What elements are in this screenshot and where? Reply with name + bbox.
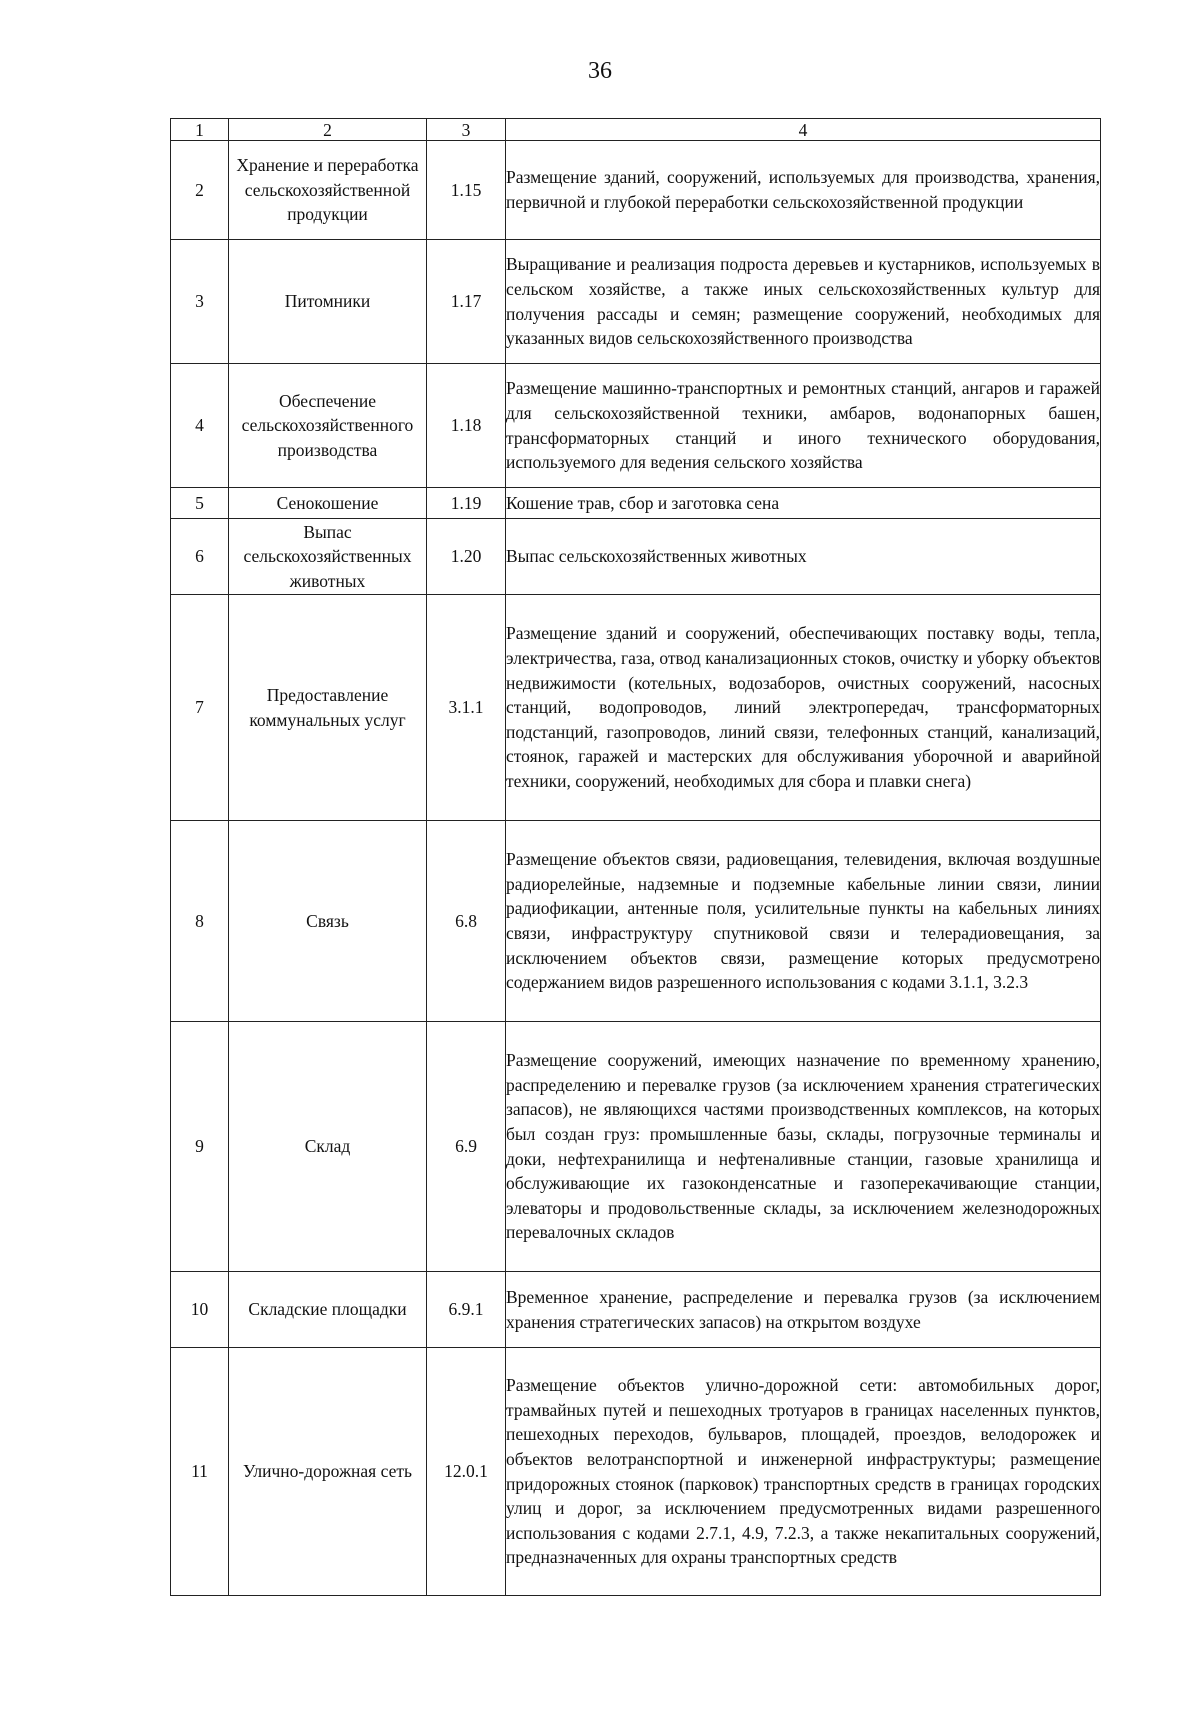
row-number: 11 (171, 1348, 229, 1596)
row-number: 6 (171, 519, 229, 595)
use-type-code: 12.0.1 (427, 1348, 506, 1596)
use-type-code: 1.15 (427, 141, 506, 240)
table-row (171, 595, 1101, 821)
row-number: 5 (171, 488, 229, 519)
table-row (171, 1022, 1101, 1272)
table-row (171, 1272, 1101, 1348)
use-type-code: 1.17 (427, 240, 506, 364)
table-row (171, 1348, 1101, 1596)
table-row (171, 141, 1101, 240)
use-type-name: Сенокошение (229, 488, 427, 519)
header-cell: 3 (427, 119, 506, 141)
use-type-description: Размещение зданий и сооружений, обеспечивающих поставку воды, тепла, электричества, газа, отвод канализационных стоков, очистку и уборку объектов недвижимости (котельных, водозаборов, очистных сооружений, насосных станций, водопроводов, линий электропередач, трансформаторных подстанций, газопроводов, линий связи, телефонных станций, канализаций, стоянок, гаражей и мастерских для обслуживания уборочной и аварийной техники, сооружений, необходимых для сбора и плавки снега) (506, 595, 1101, 821)
use-type-code: 3.1.1 (427, 595, 506, 821)
use-type-name: Улично-дорожная сеть (229, 1348, 427, 1596)
use-type-name: Питомники (229, 240, 427, 364)
use-type-description: Размещение объектов улично-дорожной сети: автомобильных дорог, трамвайных путей и пешеходных тротуаров в границах населенных пунктов, пешеходных переходов, бульваров, площадей, проездов, велодорожек и объектов велотранспортной и инженерной инфраструктуры; размещение придорожных стоянок (парковок) транспортных средств в границах городских улиц и дорог, за исключением предусмотренных видами разрешенного использования с кодами 2.7.1, 4.9, 7.2.3, а также некапитальных сооружений, предназначенных для охраны транспортных средств (506, 1348, 1101, 1596)
row-number: 4 (171, 364, 229, 488)
use-type-description: Размещение сооружений, имеющих назначение по временному хранению, распределению и перевалке грузов (за исключением хранения стратегических запасов), не являющихся частями производственных комплексов, на которых был создан груз: промышленные базы, склады, погрузочные терминалы и доки, нефтехранилища и нефтеналивные станции, газовые хранилища и обслуживающие их газоконденсатные и газоперекачивающие станции, элеваторы и продовольственные склады, за исключением железнодорожных перевалочных складов (506, 1022, 1101, 1272)
page-number: 36 (588, 58, 612, 84)
use-type-description: Временное хранение, распределение и перевалка грузов (за исключением хранения стратегических запасов) на открытом воздухе (506, 1272, 1101, 1348)
use-type-description: Размещение объектов связи, радиовещания, телевидения, включая воздушные радиорелейные, надземные и подземные кабельные линии связи, линии радиофикации, антенные поля, усилительные пункты на кабельных линиях связи, инфраструктуру спутниковой связи и телерадиовещания, за исключением объектов связи, размещение которых предусмотрено содержанием видов разрешенного использования с кодами 3.1.1, 3.2.3 (506, 821, 1101, 1022)
use-type-description: Размещение зданий, сооружений, используемых для производства, хранения, первичной и глубокой переработки сельскохозяйственной продукции (506, 141, 1101, 240)
use-type-code: 1.20 (427, 519, 506, 595)
header-cell: 4 (506, 119, 1101, 141)
use-type-code: 1.18 (427, 364, 506, 488)
row-number: 2 (171, 141, 229, 240)
use-type-code: 6.9.1 (427, 1272, 506, 1348)
row-number: 10 (171, 1272, 229, 1348)
table-row (171, 488, 1101, 519)
table-row (171, 240, 1101, 364)
use-type-code: 6.8 (427, 821, 506, 1022)
use-type-name: Связь (229, 821, 427, 1022)
row-number: 3 (171, 240, 229, 364)
use-type-name: Хранение и переработка сельскохозяйственной продукции (229, 141, 427, 240)
table-row (171, 364, 1101, 488)
use-type-name: Выпас сельскохозяйственных животных (229, 519, 427, 595)
use-type-code: 1.19 (427, 488, 506, 519)
land-use-table (170, 118, 1101, 1596)
table-header-row (171, 119, 1101, 141)
table-row (171, 519, 1101, 595)
use-type-description: Размещение машинно-транспортных и ремонтных станций, ангаров и гаражей для сельскохозяйственной техники, амбаров, водонапорных башен, трансформаторных станций и иного технического оборудования, используемого для ведения сельского хозяйства (506, 364, 1101, 488)
use-type-description: Кошение трав, сбор и заготовка сена (506, 488, 1101, 519)
use-type-name: Предоставление коммунальных услуг (229, 595, 427, 821)
row-number: 8 (171, 821, 229, 1022)
use-type-name: Складские площадки (229, 1272, 427, 1348)
use-type-code: 6.9 (427, 1022, 506, 1272)
use-type-description: Выпас сельскохозяйственных животных (506, 519, 1101, 595)
table-row (171, 821, 1101, 1022)
row-number: 9 (171, 1022, 229, 1272)
use-type-name: Обеспечение сельскохозяйственного производства (229, 364, 427, 488)
header-cell: 2 (229, 119, 427, 141)
use-type-description: Выращивание и реализация подроста деревьев и кустарников, используемых в сельском хозяйстве, а также иных сельскохозяйственных культур для получения рассады и семян; размещение сооружений, необходимых для указанных видов сельскохозяйственного производства (506, 240, 1101, 364)
use-type-name: Склад (229, 1022, 427, 1272)
row-number: 7 (171, 595, 229, 821)
header-cell: 1 (171, 119, 229, 141)
